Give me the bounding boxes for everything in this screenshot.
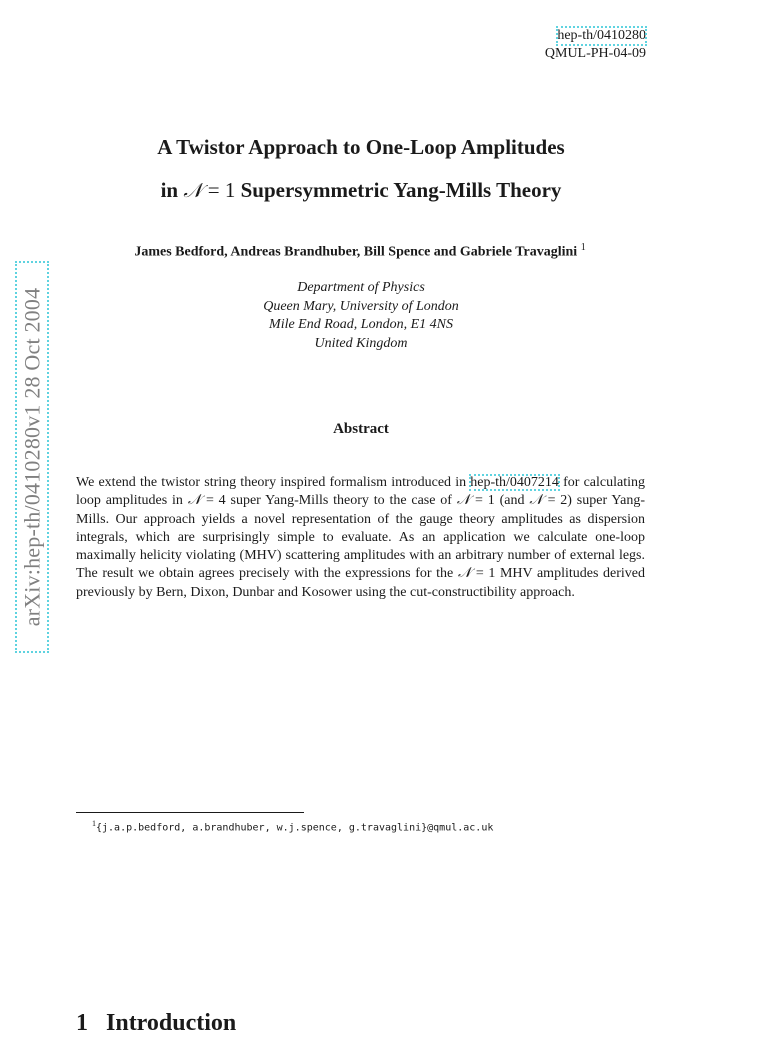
affiliation-country: United Kingdom [314, 335, 408, 351]
abstract-text-3: super Yang-Mills theory to the case of [230, 493, 457, 509]
abstract-eq-1: = 4 [201, 493, 231, 509]
preprint-number: QMUL-PH-04-09 [544, 46, 646, 61]
abstract-eq-4: = 1 [471, 566, 500, 582]
arxiv-side-stamp-text: arXiv:hep-th/0410280v1 28 Oct 2004 [19, 287, 44, 627]
affiliation-university: Queen Mary, University of London [263, 298, 459, 314]
section-heading [76, 1008, 236, 1038]
report-numbers [545, 27, 646, 63]
abstract-eq-2: = 1 [470, 493, 500, 509]
author-names: James Bedford, Andreas Brandhuber, Bill Spence and Gabriele Travaglini [134, 244, 578, 260]
abstract-reference-link[interactable]: hep-th/0407214 [470, 475, 559, 490]
author-footnote-mark: 1 [580, 242, 586, 253]
abstract-n-symbol-2: 𝒩 [456, 493, 471, 509]
author-list [0, 242, 720, 261]
title-prefix: in [160, 178, 184, 202]
abstract-text-1: We extend the twistor string theory inspired formalism introduced in [76, 475, 471, 490]
affiliation-department: Department of Physics [297, 280, 425, 295]
abstract-text-5: super Yang-Mills. Our approach yields a novel representation of the gauge theory amplitudes as dispersion integrals, which are surprisingly simple to evaluate. As an application we calculate one-loop maximally helicity violating (MHV) scattering amplitudes with an arbitrary number of external legs. The result we obtain agrees precisely with the expressions for the [76, 493, 645, 582]
abstract-n-symbol-4: 𝒩 [457, 566, 472, 582]
footnote-mark: 1 [92, 819, 96, 828]
section-title: Introduction [106, 1010, 237, 1036]
paper-title-line-1: A Twistor Approach to One-Loop Amplitudes [157, 135, 565, 159]
abstract-n-symbol-1: 𝒩 [187, 493, 202, 509]
paper-title-line-2 [0, 176, 722, 204]
abstract-n-symbol-3: 𝒩 [529, 493, 543, 509]
abstract-body [76, 474, 645, 602]
affiliation [0, 279, 722, 353]
abstract-text-2: for calculating loop amplitudes in [76, 475, 645, 509]
footnote [92, 817, 493, 835]
section-number: 1 [76, 1010, 88, 1036]
affiliation-address: Mile End Road, London, E1 4NS [269, 317, 453, 332]
abstract-text-6: MHV amplitudes derived previously by Bern, Dixon, Dunbar and Kosower using the cut-constructibility approach. [76, 566, 645, 600]
footnote-emails: {j.a.p.bedford, a.brandhuber, w.j.spence, g.travaglini}@qmul.ac.uk [96, 822, 494, 834]
footnote-rule [76, 812, 304, 813]
arxiv-id-link[interactable]: hep-th/0410280 [557, 28, 646, 43]
abstract-text-4: (and [499, 493, 530, 509]
title-equals-one: = 1 [202, 178, 241, 202]
abstract-eq-3: = 2) [542, 493, 577, 509]
title-n-symbol: 𝒩 [183, 178, 203, 202]
title-rest: Supersymmetric Yang-Mills Theory [240, 178, 562, 202]
arxiv-side-stamp[interactable] [16, 262, 48, 652]
abstract-heading: Abstract [333, 421, 389, 437]
